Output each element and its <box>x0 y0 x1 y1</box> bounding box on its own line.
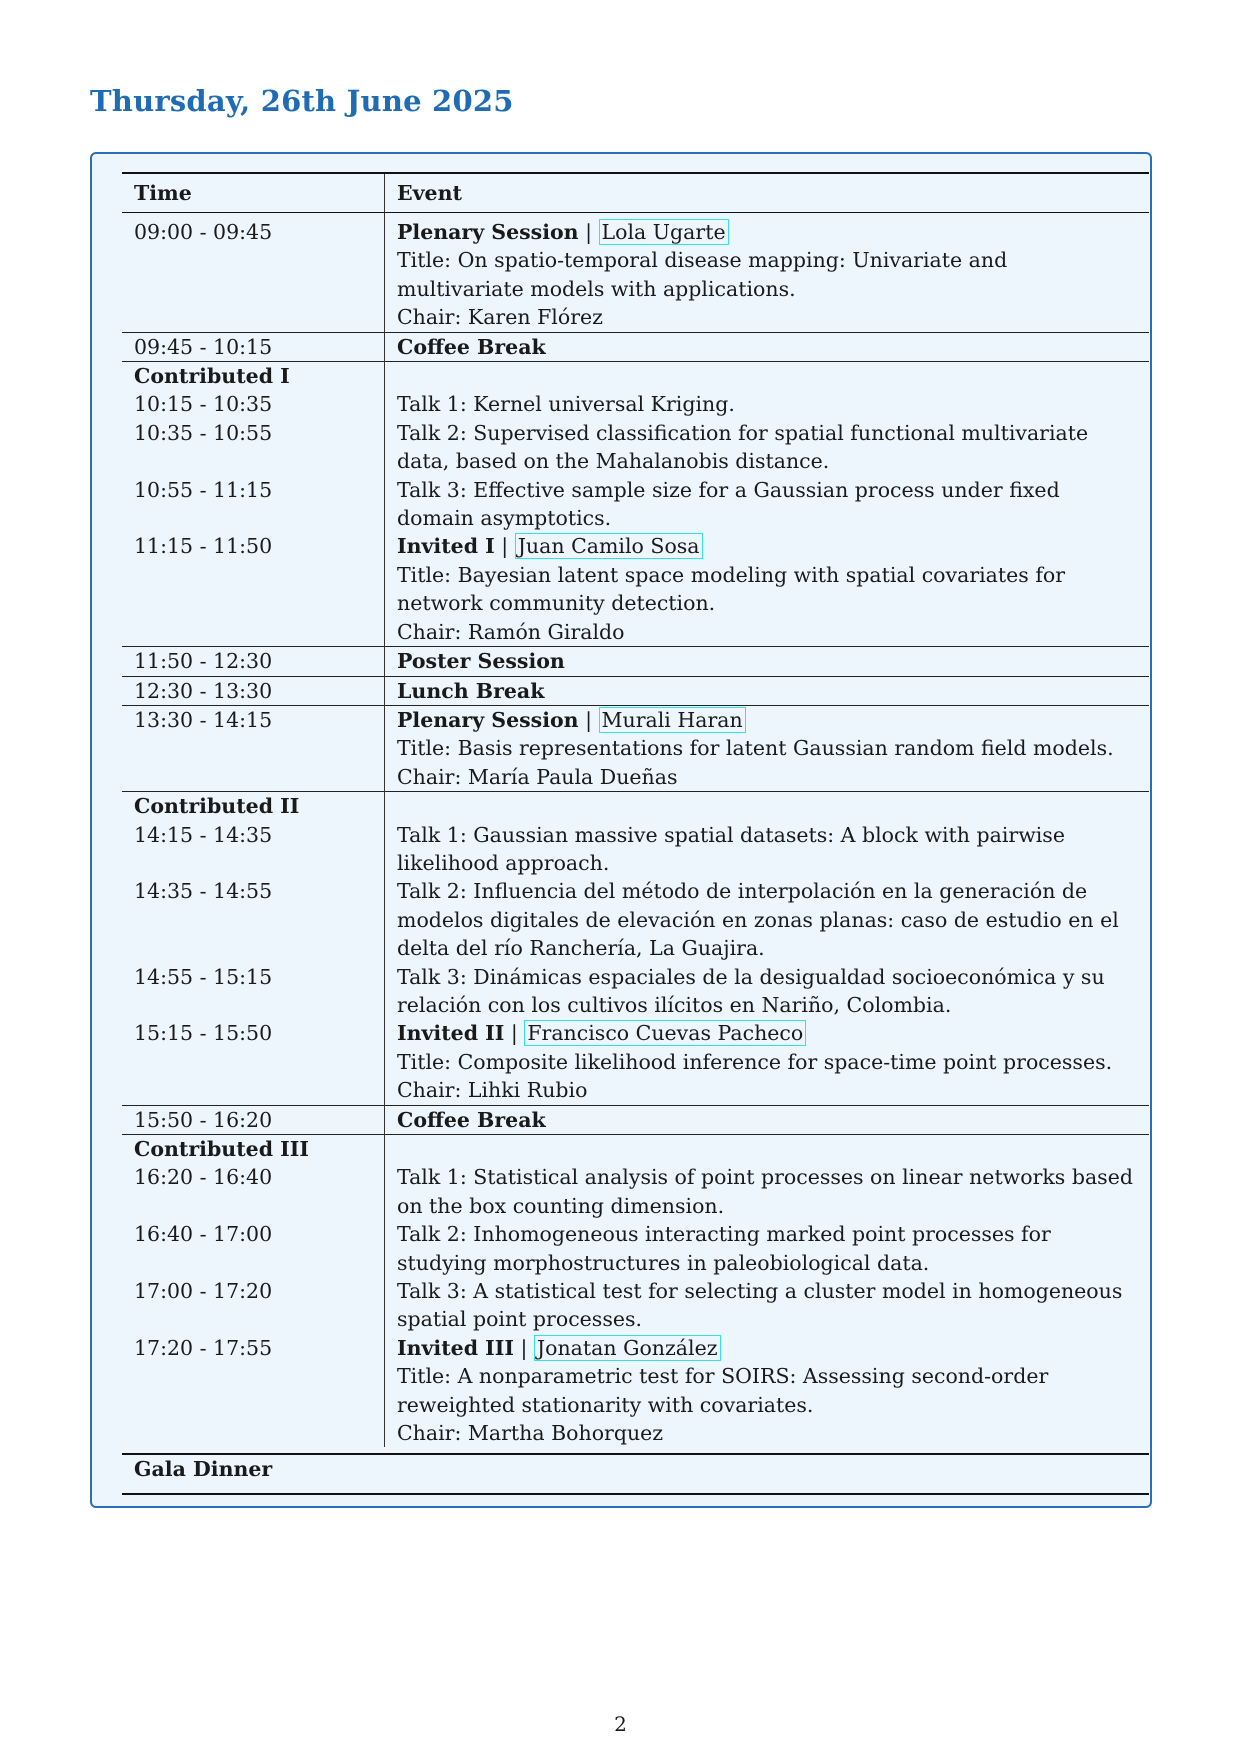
talk-text: Talk 1: Statistical analysis of point processes on linear networks based on the box counting dimension. <box>397 1165 1133 1218</box>
table-header-row <box>122 173 1149 213</box>
talk-time: 17:20 - 17:55 <box>134 1335 273 1360</box>
session-label: Plenary Session <box>397 707 579 732</box>
event-cell: Talk 1: Gaussian massive spatial datasets: A block with pairwise likelihood approach. Talk 2: Influencia del método de interpolación en la generación de modelos digitales de elevación en zonas planas: caso de estudio en el delta del río Ranchería, La Guajira. Talk 3: Dinámicas espaciales de la desigualdad socioeconómica y su relación con los cultivos ilícitos en Nariño, Colombia. Invited II | Francisco Cuevas Pacheco Title: Composite likelihood inference for space-time point processes. Chair: Lihki Rubio <box>385 792 1150 1105</box>
time-cell: 15:50 - 16:20 <box>122 1105 385 1134</box>
talk-time: 15:15 - 15:50 <box>134 1021 273 1046</box>
talk-time: 11:15 - 11:50 <box>134 534 273 559</box>
header-time: Time <box>122 173 385 213</box>
speaker-link[interactable]: Jonatan González <box>534 1335 721 1361</box>
gala-dinner: Gala Dinner <box>122 1454 1149 1494</box>
talk-text: Talk 1: Gaussian massive spatial datasets: A block with pairwise likelihood approach. <box>397 822 1065 875</box>
chair: Chair: María Paula Dueñas <box>397 764 678 789</box>
time-cell <box>122 792 385 1105</box>
time-cell: 09:45 - 10:15 <box>122 332 385 361</box>
talk-time: 10:35 - 10:55 <box>134 420 273 445</box>
session-name: Contributed II <box>134 794 300 819</box>
talk-time: 14:55 - 15:15 <box>134 964 273 989</box>
talk-title: Title: Bayesian latent space modeling with spatial covariates for network community detection. <box>397 562 1066 616</box>
talk-time: 16:20 - 16:40 <box>134 1165 273 1190</box>
table-row <box>122 1135 1149 1448</box>
event-cell: Plenary Session | Lola Ugarte Title: On spatio-temporal disease mapping: Univariate and multivariate models with applications. Chair: Karen Flórez <box>385 213 1150 333</box>
time-cell: 11:50 - 12:30 <box>122 647 385 676</box>
speaker-link[interactable]: Lola Ugarte <box>599 219 729 245</box>
talk-time: 14:15 - 14:35 <box>134 822 273 847</box>
talk-title: Title: A nonparametric test for SOIRS: Assessing second-order reweighted stationarity with covariates. <box>397 1364 1049 1417</box>
time-cell <box>122 1135 385 1448</box>
time-cell: 13:30 - 14:15 <box>122 705 385 791</box>
time-cell: 12:30 - 13:30 <box>122 676 385 705</box>
talk-text: Talk 3: Effective sample size for a Gaussian process under fixed domain asymptotics. <box>397 477 1060 531</box>
event-label: Coffee Break <box>397 334 546 359</box>
table-row <box>122 362 1149 647</box>
talk-title: Title: Composite likelihood inference for space-time point processes. <box>397 1049 1113 1074</box>
speaker-link[interactable]: Juan Camilo Sosa <box>515 533 703 559</box>
chair: Chair: Ramón Giraldo <box>397 619 625 644</box>
header-event: Event <box>397 180 462 205</box>
table-row <box>122 1105 1149 1134</box>
talk-time: 17:00 - 17:20 <box>134 1279 273 1304</box>
event-cell <box>385 647 1150 676</box>
event-cell <box>385 676 1150 705</box>
table-row <box>122 792 1149 1105</box>
table-row <box>122 705 1149 791</box>
session-name: Contributed I <box>134 364 290 389</box>
chair: Chair: Karen Flórez <box>397 305 603 330</box>
page-title: Thursday, 26th June 2025 <box>90 84 514 118</box>
session-label: Plenary Session <box>397 220 579 244</box>
event-label: Poster Session <box>397 649 565 674</box>
session-name: Contributed III <box>134 1137 309 1161</box>
talk-text: Talk 2: Supervised classification for spatial functional multivariate data, based on the Mahalanobis distance. <box>397 420 1089 474</box>
talk-text: Talk 3: Dinámicas espaciales de la desigualdad socioeconómica y su relación con los cultivos ilícitos en Nariño, Colombia. <box>397 964 1105 1017</box>
talk-time: 16:40 - 17:00 <box>134 1222 273 1247</box>
chair: Chair: Lihki Rubio <box>397 1078 588 1103</box>
speaker-link[interactable]: Francisco Cuevas Pacheco <box>524 1020 806 1046</box>
event-cell: Plenary Session | Murali Haran Title: Basis representations for latent Gaussian random field models. Chair: María Paula Dueñas <box>385 705 1150 791</box>
talk-text: Talk 3: A statistical test for selecting a cluster model in homogeneous spatial point processes. <box>397 1279 1123 1332</box>
talk-title: Title: On spatio-temporal disease mapping: Univariate and multivariate models with applications. <box>397 248 1008 301</box>
talk-text: Talk 2: Inhomogeneous interacting marked point processes for studying morphostructures in paleobiological data. <box>397 1222 1051 1275</box>
session-label: Invited III <box>397 1335 514 1360</box>
schedule-box <box>90 152 1152 1508</box>
event-label: Lunch Break <box>397 678 545 703</box>
talk-time: 10:15 - 10:35 <box>134 392 273 417</box>
session-label: Invited II <box>397 1021 505 1046</box>
table-row <box>122 332 1149 361</box>
talk-text: Talk 2: Influencia del método de interpolación en la generación de modelos digitales de elevación en zonas planas: caso de estudio en el delta del río Ranchería, La Guajira. <box>397 879 1119 961</box>
table-row <box>122 676 1149 705</box>
schedule-table <box>122 172 1149 1495</box>
event-cell: Talk 1: Kernel universal Kriging. Talk 2: Supervised classification for spatial functional multivariate data, based on the Mahalanobis distance. Talk 3: Effective sample size for a Gaussian process under fixed domain asymptotics. Invited I | Juan Camilo Sosa Title: Bayesian latent space modeling with spatial covariates for network community detection. Chair: Ramón Giraldo <box>385 362 1150 647</box>
chair: Chair: Martha Bohorquez <box>397 1421 664 1446</box>
table-row <box>122 213 1149 333</box>
event-label: Coffee Break <box>397 1107 546 1132</box>
table-row <box>122 647 1149 676</box>
talk-time: 14:35 - 14:55 <box>134 879 273 904</box>
talk-title: Title: Basis representations for latent Gaussian random field models. <box>397 736 1114 761</box>
event-cell <box>385 332 1150 361</box>
talk-time: 10:55 - 11:15 <box>134 477 273 502</box>
event-cell <box>385 1105 1150 1134</box>
time-cell <box>122 362 385 647</box>
gala-dinner-row <box>122 1454 1149 1494</box>
event-cell: Talk 1: Statistical analysis of point processes on linear networks based on the box counting dimension. Talk 2: Inhomogeneous interacting marked point processes for studying morphostructures in paleobiological data. Talk 3: A statistical test for selecting a cluster model in homogeneous spatial point processes. Invited III | Jonatan González Title: A nonparametric test for SOIRS: Assessing second-order reweighted stationarity with covariates. Chair: Martha Bohorquez <box>385 1135 1150 1448</box>
talk-text: Talk 1: Kernel universal Kriging. <box>397 392 735 417</box>
page-number: 2 <box>614 1712 627 1736</box>
session-label: Invited I <box>397 534 495 559</box>
speaker-link[interactable]: Murali Haran <box>599 707 746 733</box>
time-cell: 09:00 - 09:45 <box>122 213 385 333</box>
